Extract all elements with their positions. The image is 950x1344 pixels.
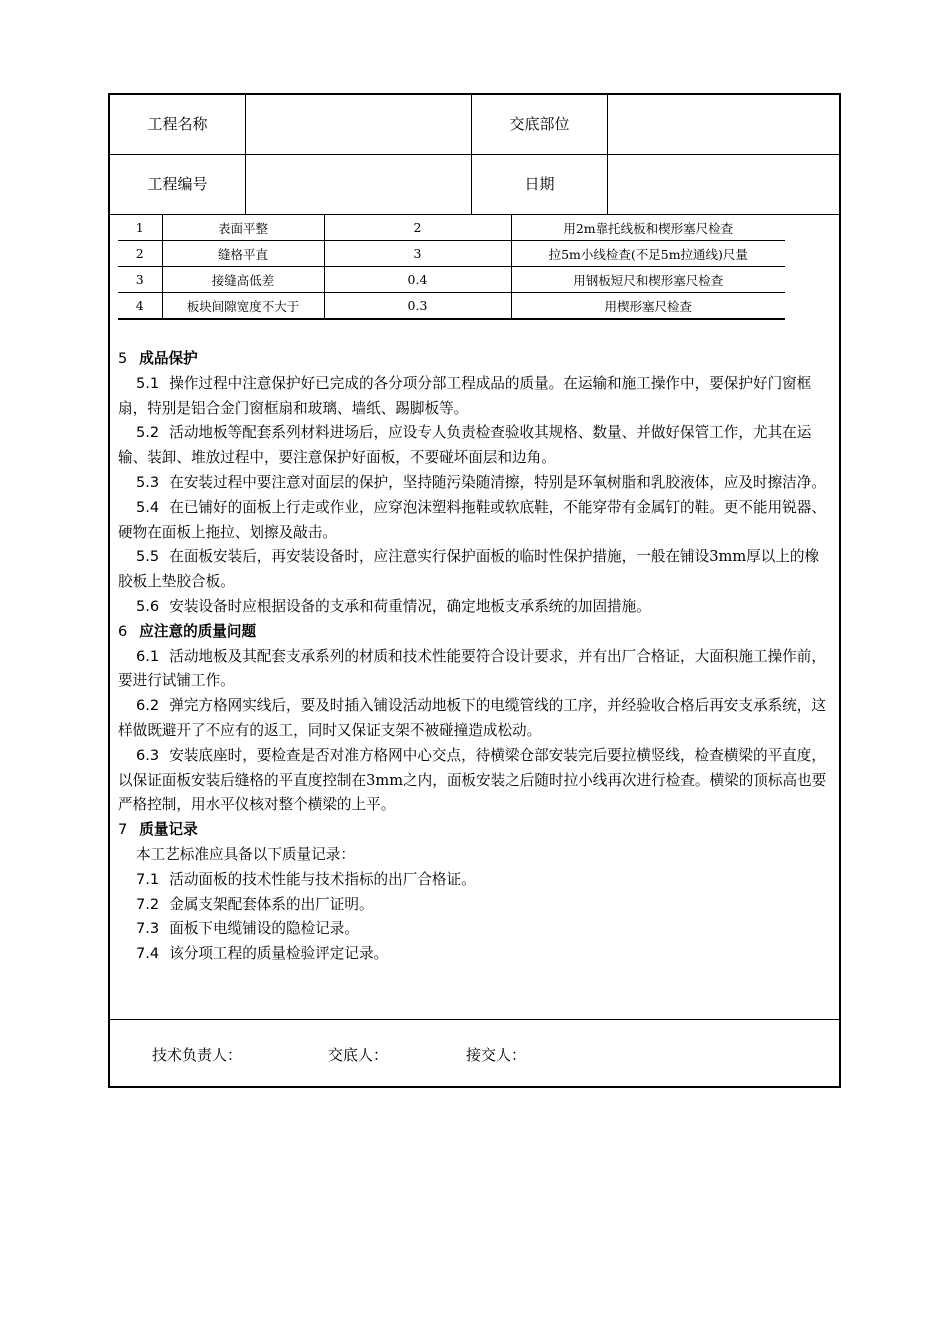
clause-5-1: 5.1 操作过程中注意保护好已完成的各分项分部工程成品的质量。在运输和施工操作中，要保护好门窗框扇，特别是铝合金门窗框扇和玻璃、墙纸、踢脚板等。 bbox=[118, 374, 812, 417]
cell-value: 3 bbox=[324, 241, 511, 267]
cell-no: 2 bbox=[118, 241, 162, 267]
cell-value: 0.4 bbox=[324, 267, 511, 293]
cell-method: 用楔形塞尺检查 bbox=[511, 293, 785, 320]
cell-method: 用钢板短尺和楔形塞尺检查 bbox=[511, 267, 785, 293]
clause-7-3: 7.3 面板下电缆铺设的隐检记录。 bbox=[136, 920, 359, 938]
cell-no: 1 bbox=[118, 215, 162, 241]
table-row bbox=[118, 293, 785, 320]
handover-form bbox=[108, 93, 841, 1088]
clause-5-5: 5.5 在面板安装后，再安装设备时，应注意实行保护面板的临时性保护措施，一般在铺设3mm厚以上的橡胶板上垫胶合板。 bbox=[118, 548, 820, 591]
cell-no: 4 bbox=[118, 293, 162, 320]
project-no-value[interactable] bbox=[246, 155, 471, 214]
project-name-value[interactable] bbox=[246, 95, 471, 154]
section-7-heading: 7 质量记录 bbox=[118, 821, 198, 839]
clause-5-4: 5.4 在已铺好的面板上行走或作业，应穿泡沫塑料拖鞋或软底鞋，不能穿带有金属钉的鞋。更不能用锐器、硬物在面板上拖拉、划擦及敲击。 bbox=[118, 498, 826, 541]
clause-7-4: 7.4 该分项工程的质量检验评定记录。 bbox=[136, 945, 389, 963]
clause-5-3: 5.3 在安装过程中要注意对面层的保护，坚持随污染随清擦，特别是环氧树脂和乳胶液体，应及时擦洁净。 bbox=[136, 473, 826, 491]
clause-6-3: 6.3 安装底座时，要检查是否对准方格网中心交点，待横梁仓部安装完后要拉横竖线，检查横梁的平直度，以保证面板安装后缝格的平直度控制在3mm之内，面板安装之后随时拉小线再次进行检查。横梁的顶标高也要严格控制，用水平仪核对整个横梁的上平。 bbox=[118, 746, 827, 814]
cell-method: 拉5m小线检查(不足5m拉通线)尺量 bbox=[511, 241, 785, 267]
cell-item: 板块间隙宽度不大于 bbox=[162, 293, 324, 320]
date-value[interactable] bbox=[608, 155, 839, 214]
cell-item: 表面平整 bbox=[162, 215, 324, 241]
section-6-heading: 6 应注意的质量问题 bbox=[118, 622, 257, 640]
section-7-intro: 本工艺标准应具备以下质量记录： bbox=[136, 845, 355, 863]
clause-6-2: 6.2 弹完方格网实线后，要及时插入铺设活动地板下的电缆管线的工序，并经验收合格后再安支承系统，这样做既避开了不应有的返工，同时又保证支架不被碰撞造成松动。 bbox=[118, 697, 826, 739]
clause-6-1: 6.1 活动地板及其配套支承系列的材质和技术性能要符合设计要求，并有出厂合格证，大面积施工操作前，要进行试铺工作。 bbox=[118, 647, 826, 690]
project-name-label: 工程名称 bbox=[147, 115, 208, 133]
cell-value: 2 bbox=[324, 215, 511, 241]
project-no-label: 工程编号 bbox=[147, 175, 208, 193]
receiver-label: 接交人： bbox=[466, 1046, 527, 1064]
cell-item: 接缝高低差 bbox=[162, 267, 324, 293]
table-row bbox=[118, 241, 785, 267]
signature-row bbox=[110, 1019, 839, 1089]
handover-part-value[interactable] bbox=[608, 95, 839, 154]
clause-5-2: 5.2 活动地板等配套系列材料进场后，应设专人负责检查验收其规格、数量、并做好保管工作，尤其在运输、装卸、堆放过程中，要注意保护好面板，不要碰坏面层和边角。 bbox=[118, 424, 812, 467]
tech-lead-label: 技术负责人： bbox=[152, 1046, 243, 1064]
cell-no: 3 bbox=[118, 267, 162, 293]
cell-item: 缝格平直 bbox=[162, 241, 324, 267]
section-5-heading: 5 成品保护 bbox=[118, 350, 198, 367]
date-label: 日期 bbox=[524, 175, 555, 193]
header-row-1 bbox=[110, 95, 839, 155]
table-row bbox=[118, 267, 785, 293]
table-row bbox=[118, 215, 785, 241]
clause-7-1: 7.1 活动面板的技术性能与技术指标的出厂合格证。 bbox=[136, 870, 476, 888]
header-row-2 bbox=[110, 155, 839, 215]
discloser-label: 交底人： bbox=[328, 1046, 389, 1064]
body-text bbox=[118, 347, 833, 967]
tolerance-table bbox=[118, 215, 785, 320]
clause-7-2: 7.2 金属支架配套体系的出厂证明。 bbox=[136, 895, 374, 913]
handover-part-label: 交底部位 bbox=[509, 115, 570, 133]
cell-method: 用2m靠托线板和楔形塞尺检查 bbox=[511, 215, 785, 241]
clause-5-6: 5.6 安装设备时应根据设备的支承和荷重情况，确定地板支承系统的加固措施。 bbox=[136, 597, 651, 615]
cell-value: 0.3 bbox=[324, 293, 511, 320]
